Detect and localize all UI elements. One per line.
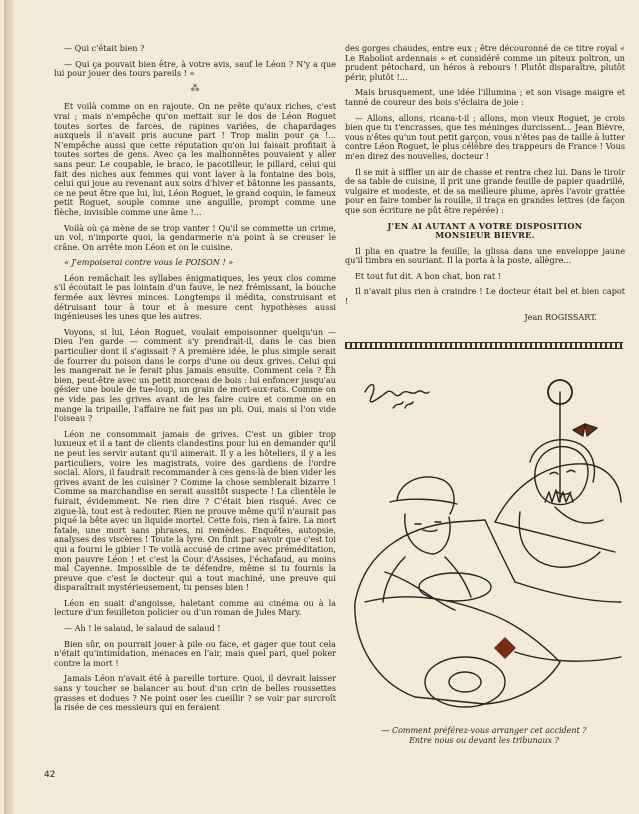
paragraph: — Qui ça pouvait bien être, à votre avis, sauf le Léon ? N'y a que lui pour jouer des tours pareils ! » <box>54 58 336 79</box>
paragraph: Voyons, si lui, Léon Roguet, voulait empoisonner quelqu'un — Dieu l'en garde — comment s'y prendrait-il, dans le cas bien particulier dont il s'agissait ? A première idée, le plus simple serait de fourrer du poison dans le corps d'une ou deux grives. Celui qui les mangerait ne le ferait plus jamais ensuite. Comment cela ? Eh bien, peut-être avec un petit morceau de bois : lui enfoncer jusqu'au gésier une boule de tue-loup, un grain de mort-aux-rats. Comme on ne vide pas les grives avant de les faire cuire et comme on en mange la tripaille, l'affaire ne fait pas un pli. Oui, mais si l'on vide l'oiseau ? <box>54 326 336 424</box>
paragraph: Voilà où ça mène de se trop vanter ! Qu'il se commette un crime, un vol, n'importe quoi, la gendarmerie n'a point à se creuser le crâne. On arrête mon Léon et on le cuisine. <box>54 222 336 252</box>
letter-line-2: MONSIEUR BIEVRE. <box>435 230 535 241</box>
page-spine-shadow <box>4 0 14 814</box>
letter-line-1: J'EN AI AUTANT A VOTRE DISPOSITION <box>387 220 583 231</box>
paragraph: Léon en suait d'angoisse, haletant comme au cinéma ou à la lecture d'un feuilleton policier ou d'un roman de Jules Mary. <box>54 597 336 618</box>
quoted-threat: « J'empoiserai contre vous le POISON ! » <box>64 257 234 268</box>
caption-line: — Comment préférez-vous arranger cet accident ? <box>381 726 587 735</box>
decorative-divider <box>345 342 623 349</box>
paragraph: Et voilà comme on en rajoute. On ne prête qu'aux riches, c'est vrai ; mais n'empêche qu'on mettait sur le dos de Léon Roguet toutes sortes de farces, de rapines variées, de chapardages auxquels il n'avait pris aucune part ! Trop malin pour ça !... N'empêche aussi que cette réputation qu'on lui faisait profitait à toutes sortes de gens. Avec ça les malhonnêtes pouvaient y aller sans peur. Le coupable, le braco, le pacotilleur, le pillard, celui qui fait des niches aux femmes qui vont laver à la fontaine des bois, celui qui joue au revenant aux soirs d'hiver et bâtonne les passants, ce ne peut être que lui, lui, Léon Roguet, le grand coquin, le fameux petit Roguet, souple comme une anguille, prompt comme une flèche, invisible comme une âme !... <box>54 101 336 217</box>
author-signature: Jean ROGISSART. <box>524 311 597 322</box>
paragraph: Bien sûr, on pourrait jouer à pile ou face, et gager que tout cela n'était qu'intimidation, menaces en l'air, mais quel pari, quel poker contre la mort ! <box>54 638 336 668</box>
cartoon-illustration <box>345 352 623 724</box>
paragraph: Léon remâchait les syllabes énigmatiques, les yeux clos comme s'il écoutait le pas lointain d'un fauve, le nez frémissant, la bouche fermée aux lèvres minces. Longtemps il médita, construisant et détruisant tour à tour et à mesure cent hypothèses aussi ingénieuses les unes que les autres. <box>54 272 336 322</box>
car-accident-cartoon <box>345 352 623 724</box>
paragraph: — Allons, allons, ricana-t-il ; allons, mon vieux Roguet, je crois bien que tu t'encrasses, que tes méninges durcissent... Jean Bièvre, vous n'êtes qu'un tout petit garçon, vous n'êtes pas de taille à lutter contre Léon Roguet, le plus célèbre des trappeurs de France ! Vous m'en direz des nouvelles, docteur ! <box>345 112 625 161</box>
paragraph: des gorges chaudes, entre eux ; être découronné de ce titre royal « Le Raboliot ardennais » et considéré comme un piteux poltron, un prudent pétochard, un héros à rebours ! Plutôt disparaître, plutôt périr, plutôt !... <box>345 43 625 82</box>
paragraph: Jamais Léon n'avait été à pareille torture. Quoi, il devrait laisser sans y toucher se balancer au bout d'un crin de belles roussettes grasses et dodues ? Ne point oser les cueillir ? se voir par surcroît la risée de ces messieurs qui en feraient <box>54 673 336 713</box>
paragraph: Il n'avait plus rien à craindre ! Le docteur était bel et bien capot ! <box>345 286 625 307</box>
section-ornament: ⁂ <box>190 83 200 94</box>
paragraph: Il se mit à siffler un air de chasse et rentra chez lui. Dans le tiroir de sa table de cuisine, il prit une grande feuille de papier quadrillé, vulgaire et modeste, et de sa meilleure plume, après l'avoir grattée pour en faire tomber la rouille, il traça en grandes lettres (de façon que son écriture ne pût être repérée) : <box>345 166 625 215</box>
paragraph: Mais brusquement, une idée l'illumina ; et son visage maigre et tanné de coureur des bois s'éclaira de joie : <box>345 87 625 107</box>
illustration-caption <box>345 726 623 746</box>
caption-line: Entre nous ou devant les tribunaux ? <box>409 736 559 745</box>
paragraph: Il plia en quatre la feuille, la glissa dans une enveloppe jaune qu'il timbra en souriant. Il la porta à la poste, allègre... <box>345 245 625 266</box>
right-text-column <box>345 44 625 328</box>
page-number: 42 <box>44 770 56 780</box>
paragraph: — Qui c'était bien ? <box>64 43 145 53</box>
left-text-column <box>54 44 336 719</box>
paragraph: Et tout fut dit. A bon chat, bon rat ! <box>355 270 501 281</box>
paragraph: Léon ne consommait jamais de grives. C'est un gibier trop luxueux et il a tant de clients clandestins pour lui en demander qu'il ne peut les servir autant qu'il aimerait. Il y a les hôteliers, il y a les particuliers, voire les magistrats, voire des gardiens de l'ordre social. Alors, il faudrait recommander à ces gens-là de bien vider les grives avant de les cuisiner ? Comme la chose semblerait bizarre ! Comme sa marchandise en serait aussitôt suspecte ! La clientèle le fuirait, évidemment. Ne rien dire ? C'était bien risqué. Avec ce zigue-là, tout est à redouter. Rien ne prouve même qu'il n'aurait pas piqué la bête avec un liquide mortel. Cette fois, rien à faire. La mort fatale, une mort sans phrases, ni remèdes. Enquêtes, autopsie, analyses des viscères ! Toute la lyre. On finit par savoir que c'est toi qui a fourni le gibier ! Te voilà accusé de crime avec préméditation, mon pauvre Léon ! et c'est la Cour d'Assises, l'échafaud, au moins mal Cayenne. Impossible de te défendre, même si tu fournis la preuve que c'est le docteur qui a tout machiné, une preuve qui disparaîtrait mystérieusement, tu penses bien ! <box>54 428 336 593</box>
paragraph: — Ah ! le salaud, le salaud de salaud ! <box>64 623 221 634</box>
